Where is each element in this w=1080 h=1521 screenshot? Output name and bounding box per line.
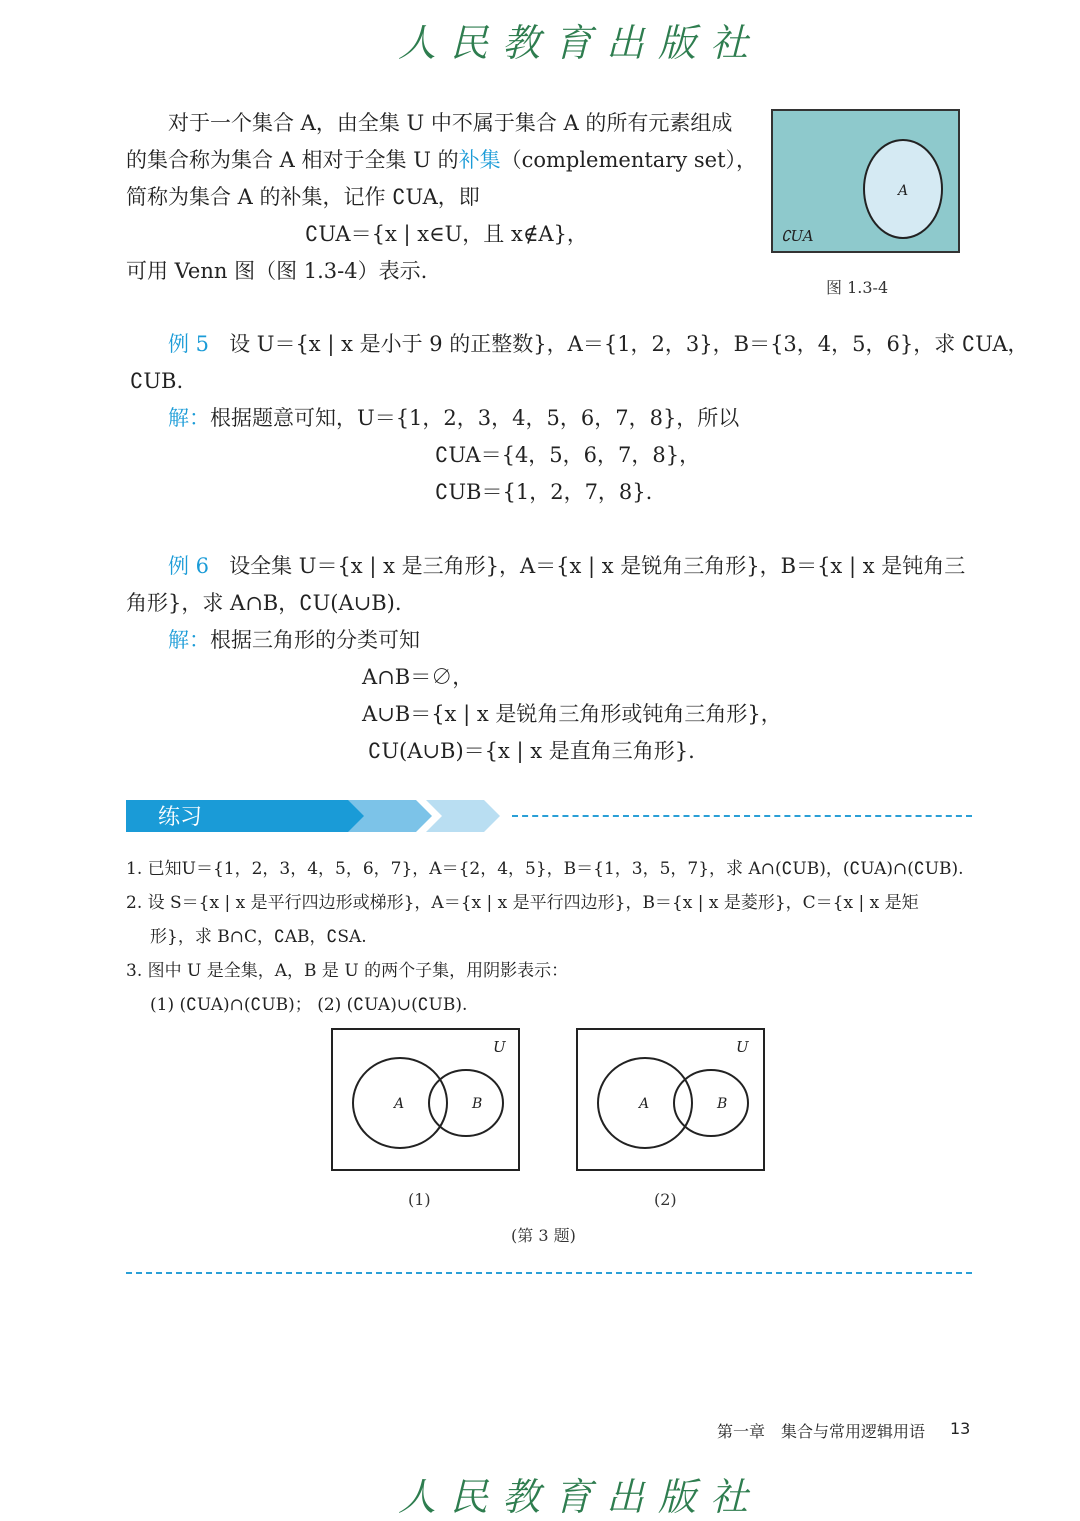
example5-formula-1: ∁UA＝{4，5，6，7，8}， — [435, 443, 701, 467]
example5-solution-label: 解： — [168, 406, 210, 430]
example5-solution-text: 根据题意可知，U＝{1，2，3，4，5，6，7，8}，所以 — [210, 406, 740, 430]
example5-text: 设 U＝{x | x 是小于 9 的正整数}，A＝{1，2，3}，B＝{3，4，5，6}，求 ∁UA， — [229, 332, 1029, 356]
venn-figure-complement — [771, 109, 961, 255]
example6-formula-3: ∁U(A∪B)＝{x | x 是直角三角形}. — [368, 739, 695, 763]
figure-caption: 图 1.3-4 — [826, 278, 889, 297]
venn-diagram-2-caption: (2) — [654, 1190, 677, 1209]
example6-solution — [168, 627, 420, 653]
complement-term: 补集 — [458, 148, 501, 172]
example5-line-1 — [168, 331, 1029, 357]
venn-set-a-label: A — [898, 183, 909, 199]
exercise-q2-line-2: 形}，求 B∩C，∁AB，∁SA. — [150, 927, 367, 947]
exercise-figure-caption: (第 3 题) — [511, 1226, 576, 1245]
venn-diagram-2 — [576, 1028, 766, 1173]
intro-line-2-a: 的集合称为集合 A 相对于全集 U 的 — [126, 148, 459, 172]
venn-2-u-label: U — [736, 1038, 749, 1056]
exercise-header-chevron-3 — [426, 800, 500, 832]
exercise-q3-parts: (1) (∁UA)∩(∁UB)； (2) (∁UA)∪(∁UB). — [150, 995, 468, 1015]
example6-formula-2: A∪B＝{x | x 是锐角三角形或钝角三角形}， — [362, 702, 782, 726]
exercise-bottom-dashes — [126, 1272, 972, 1274]
example5-formula-2: ∁UB＝{1，2，7，8}. — [435, 480, 653, 504]
intro-line-3: 简称为集合 A 的补集，记作 ∁UA，即 — [126, 185, 480, 209]
example5-solution — [168, 405, 739, 431]
venn-complement-label: ∁UA — [781, 227, 814, 245]
intro-line-2-b: （complementary set）， — [500, 148, 758, 172]
example5-line-2: ∁UB. — [130, 369, 184, 393]
venn-1-a-label: A — [394, 1096, 405, 1112]
example6-label: 例 6 — [168, 554, 210, 578]
exercise-q3: 3. 图中 U 是全集，A，B 是 U 的两个子集，用阴影表示： — [126, 961, 569, 981]
venn-diagram-1-caption: (1) — [408, 1190, 431, 1209]
example5-label: 例 5 — [168, 332, 210, 356]
footer-page-number: 13 — [950, 1419, 971, 1438]
exercise-q1: 1. 已知U＝{1，2，3，4，5，6，7}，A＝{2，4，5}，B＝{1，3，5，7}，求 A∩(∁UB)，(∁UA)∩(∁UB). — [126, 859, 964, 879]
example6-formula-1: A∩B＝∅， — [362, 665, 474, 689]
exercise-header-bar — [126, 800, 502, 832]
example6-solution-label: 解： — [168, 628, 210, 652]
venn-1-u-label: U — [493, 1038, 506, 1056]
intro-line-2 — [126, 147, 757, 173]
example6-solution-text: 根据三角形的分类可知 — [210, 628, 420, 652]
intro-formula: ∁UA＝{x | x∈U，且 x∉A}， — [305, 222, 588, 246]
publisher-logo-top: 人民教育出版社 — [398, 21, 763, 65]
venn-1-universe — [332, 1029, 519, 1170]
venn-2-b-label: B — [717, 1096, 728, 1112]
venn-2-a-label: A — [639, 1096, 650, 1112]
example6-text: 设全集 U＝{x | x 是三角形}，A＝{x | x 是锐角三角形}，B＝{x | x 是钝角三 — [229, 554, 966, 578]
footer-chapter: 第一章 集合与常用逻辑用语 — [717, 1422, 926, 1441]
example6-line-2: 角形}，求 A∩B，∁U(A∪B). — [126, 591, 402, 615]
venn-1-b-label: B — [472, 1096, 483, 1112]
venn-diagram-1 — [331, 1028, 521, 1173]
publisher-logo-bottom: 人民教育出版社 — [398, 1475, 763, 1519]
intro-line-5: 可用 Venn 图（图 1.3-4）表示. — [126, 259, 428, 283]
exercise-header-dashes — [512, 815, 972, 817]
exercise-title: 练习 — [158, 805, 203, 830]
exercise-q2-line-1: 2. 设 S＝{x | x 是平行四边形或梯形}，A＝{x | x 是平行四边形}，B＝{x | x 是菱形}，C＝{x | x 是矩 — [126, 893, 919, 913]
example6-line-1 — [168, 553, 965, 579]
intro-line-1: 对于一个集合 A，由全集 U 中不属于集合 A 的所有元素组成 — [168, 111, 733, 135]
